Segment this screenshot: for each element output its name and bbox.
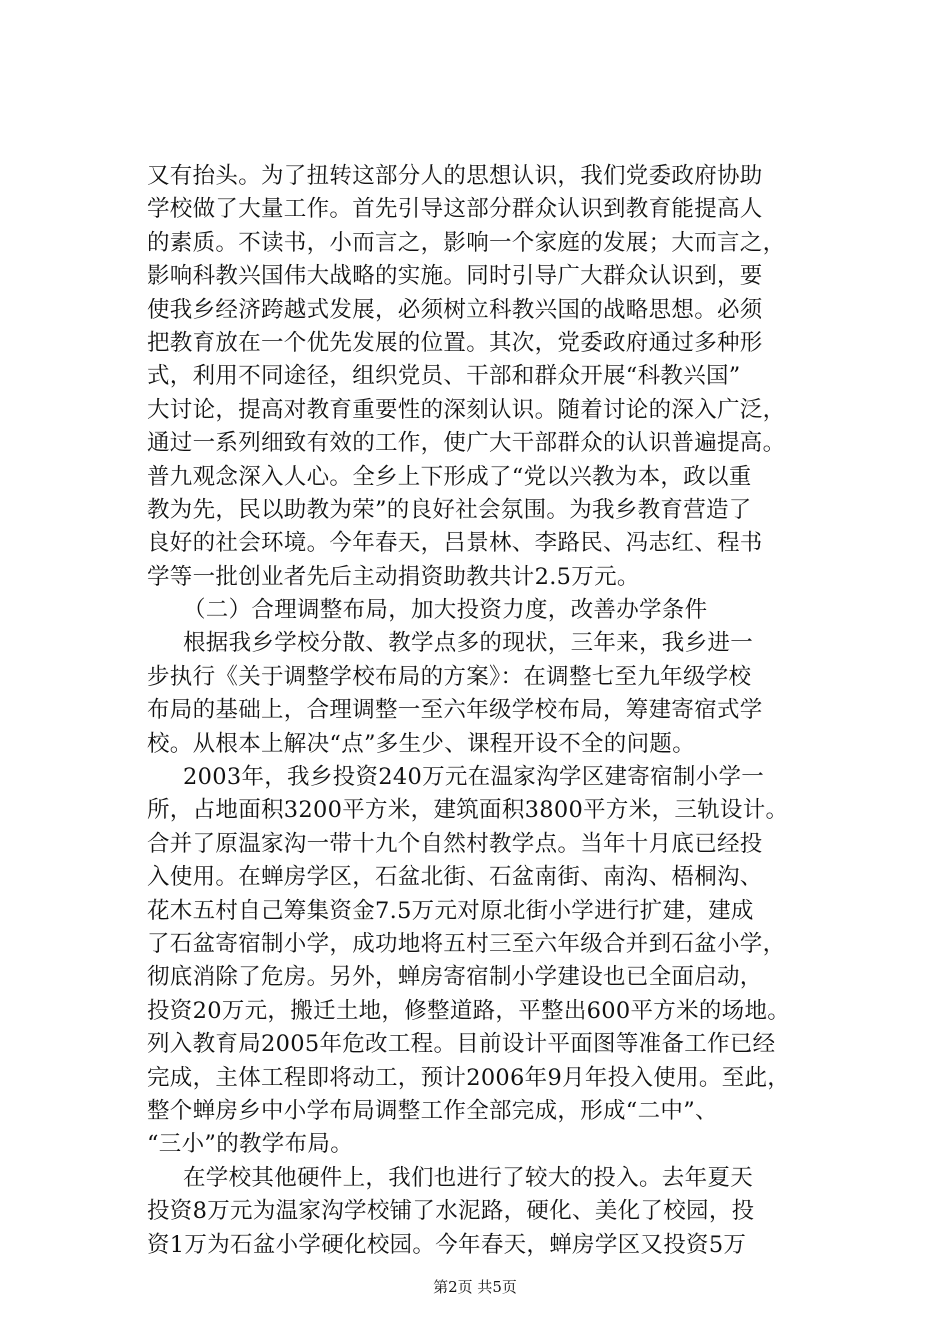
- text-line: 根据我乡学校分散、教学点多的现状，三年来，我乡进一: [183, 630, 754, 657]
- text-line: 又有抬头。为了扭转这部分人的思想认识，我们党委政府协助: [147, 163, 763, 189]
- text-line: 使我乡经济跨越式发展，必须树立科教兴国的战略思想。必须: [147, 296, 763, 323]
- text-line: 了石盆寄宿制小学，成功地将五村三至六年级合并到石盆小学，: [147, 930, 786, 957]
- text-line: 普九观念深入人心。全乡上下形成了“党以兴教为本，政以重: [147, 463, 752, 490]
- page-number-footer: 第2页 共5页: [433, 1278, 517, 1296]
- text-line: 校。从根本上解决“点”多生少、课程开设不全的问题。: [147, 730, 696, 757]
- text-line: 通过一系列细致有效的工作，使广大干部群众的认识普遍提高。: [147, 430, 786, 457]
- text-line: 在学校其他硬件上，我们也进行了较大的投入。去年夏天: [183, 1164, 754, 1191]
- text-line: 的素质。不读书，小而言之，影响一个家庭的发展；大而言之，: [147, 229, 786, 256]
- text-line: 式，利用不同途径，组织党员、干部和群众开展“科教兴国”: [147, 363, 741, 390]
- text-line: “三小”的教学布局。: [147, 1131, 354, 1158]
- text-line: 教为先，民以助教为荣”的良好社会氛围。为我乡教育营造了: [147, 496, 752, 523]
- text-line: 良好的社会环境。今年春天，吕景林、李路民、冯志红、程书: [147, 530, 763, 557]
- text-line: 学校做了大量工作。首先引导这部分群众认识到教育能提高人: [147, 196, 763, 223]
- text-line: 学等一批创业者先后主动捐资助教共计2.5万元。: [147, 563, 640, 590]
- text-line: 投资8万元为温家沟学校铺了水泥路，硬化、美化了校园，投: [147, 1198, 755, 1225]
- text-line: 投资20万元，搬迁土地，修整道路，平整出600平方米的场地。: [147, 997, 791, 1024]
- text-line: 步执行《关于调整学校布局的方案》：在调整七至九年级学校: [147, 663, 752, 690]
- text-line: 大讨论，提高对教育重要性的深刻认识。随着讨论的深入广泛，: [147, 396, 786, 423]
- text-line: 彻底消除了危房。另外，蝉房寄宿制小学建设也已全面启动，: [147, 964, 763, 991]
- text-line: 资1万为石盆小学硬化校园。今年春天，蝉房学区又投资5万: [147, 1231, 747, 1258]
- text-line: 入使用。在蝉房学区，石盆北街、石盆南街、南沟、梧桐沟、: [147, 864, 763, 891]
- body-text: [147, 160, 827, 1262]
- text-line: 影响科教兴国伟大战略的实施。同时引导广大群众认识到，要: [147, 263, 763, 290]
- text-line: 所，占地面积3200平方米，建筑面积3800平方米，三轨设计。: [147, 797, 789, 824]
- text-line: 花木五村自己筹集资金7.5万元对原北街小学进行扩建，建成: [147, 897, 754, 924]
- text-line: 把教育放在一个优先发展的位置。其次，党委政府通过多种形: [147, 329, 763, 356]
- section-heading: （二）合理调整布局，加大投资力度，改善办学条件: [183, 597, 708, 624]
- text-line: 2003年，我乡投资240万元在温家沟学区建寄宿制小学一: [183, 764, 765, 791]
- text-line: 完成，主体工程即将动工，预计2006年9月年投入使用。至此，: [147, 1064, 791, 1091]
- text-line: 列入教育局2005年危改工程。目前设计平面图等准备工作已经: [147, 1031, 776, 1058]
- text-line: 整个蝉房乡中小学布局调整工作全部完成，形成“二中”、: [147, 1097, 718, 1124]
- text-line: 合并了原温家沟一带十九个自然村教学点。当年十月底已经投: [147, 830, 763, 857]
- text-line: 布局的基础上，合理调整一至六年级学校布局，筹建寄宿式学: [147, 697, 763, 724]
